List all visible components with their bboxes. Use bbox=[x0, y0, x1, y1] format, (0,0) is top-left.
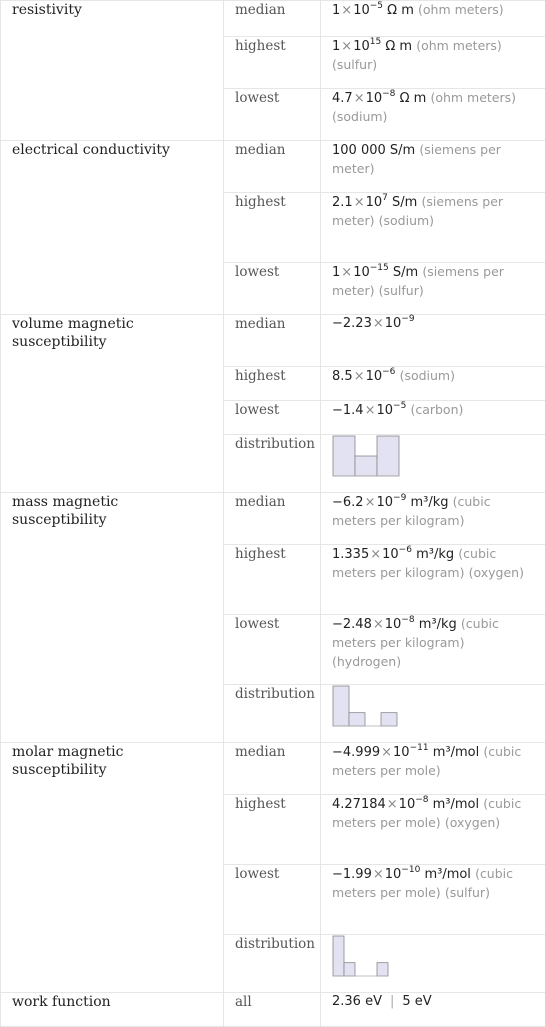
property-name: work function bbox=[1, 993, 224, 1027]
histogram-bar bbox=[381, 713, 397, 726]
property-name: mass magnetic susceptibility bbox=[1, 493, 224, 743]
times-sign: × bbox=[372, 617, 385, 632]
value-unit: S/m bbox=[390, 143, 415, 158]
times-sign: × bbox=[340, 265, 353, 280]
histogram-bar bbox=[344, 963, 355, 976]
table-row bbox=[1, 743, 545, 795]
value-exponent: −6 bbox=[399, 545, 412, 555]
stat-value: $8.5\times 10^{-6}$ (sodium) bbox=[321, 367, 545, 401]
histogram-bar bbox=[349, 713, 365, 726]
properties-table-body bbox=[1, 1, 545, 1027]
value-unit: S/m bbox=[392, 195, 417, 210]
value-mantissa: −2.23 bbox=[332, 316, 372, 331]
element-note: (sulfur) bbox=[379, 283, 424, 298]
stat-value: $1\times 10^{-5}$ Ω m (ohm meters) bbox=[321, 1, 545, 37]
unit-description: (ohm meters) bbox=[416, 38, 502, 53]
unit-description: (cubic meters per mole) bbox=[332, 744, 521, 778]
stat-label: median bbox=[224, 743, 321, 795]
stat-label: highest bbox=[224, 545, 321, 615]
value-unit: m³/mol bbox=[433, 745, 479, 760]
value-exponent: −5 bbox=[370, 1, 383, 11]
value-mantissa: 2.1 bbox=[332, 195, 353, 210]
stat-value: $-2.23\times 10^{-9}$ bbox=[321, 315, 545, 367]
stat-label: lowest bbox=[224, 401, 321, 435]
stat-label: lowest bbox=[224, 89, 321, 141]
times-sign: × bbox=[364, 403, 377, 418]
unit-description: (cubic meters per kilogram) bbox=[332, 494, 491, 528]
property-name: volume magnetic susceptibility bbox=[1, 315, 224, 493]
property-name: electrical conductivity bbox=[1, 141, 224, 315]
stat-value: $4.7\times 10^{-8}$ Ω m (ohm meters) (sodium) bbox=[321, 89, 545, 141]
stat-value: $-6.2\times 10^{-9}$ m³/kg (cubic meters per kilogram) bbox=[321, 493, 545, 545]
stat-label: lowest bbox=[224, 865, 321, 935]
stat-value: $-1.4\times 10^{-5}$ (carbon) bbox=[321, 401, 545, 435]
stat-value: $1.335\times 10^{-6}$ m³/kg (cubic meters per kilogram) (oxygen) bbox=[321, 545, 545, 615]
stat-label: distribution bbox=[224, 435, 321, 493]
value-mantissa: −1.99 bbox=[332, 867, 372, 882]
value-mantissa: 1.335 bbox=[332, 547, 369, 562]
stat-value bbox=[321, 141, 545, 193]
distribution-histogram bbox=[332, 435, 402, 477]
stat-label: distribution bbox=[224, 685, 321, 743]
value-mantissa: 8.5 bbox=[332, 369, 353, 384]
stat-label: highest bbox=[224, 367, 321, 401]
stat-value: $2.1\times 10^7$ S/m (siemens per meter) (sodium) bbox=[321, 193, 545, 263]
stat-label: median bbox=[224, 493, 321, 545]
stat-label: highest bbox=[224, 37, 321, 89]
unit-description: (cubic meters per kilogram) bbox=[332, 546, 496, 580]
value-mantissa: −2.48 bbox=[332, 617, 372, 632]
value-unit: Ω m bbox=[387, 3, 414, 18]
unit-description: (cubic meters per kilogram) bbox=[332, 616, 499, 650]
stat-label: highest bbox=[224, 795, 321, 865]
histogram-bar bbox=[333, 686, 349, 726]
stat-value: $1\times 10^{-15}$ S/m (siemens per meter) (sulfur) bbox=[321, 263, 545, 315]
value-mantissa: 1 bbox=[332, 39, 340, 54]
stat-value: $-1.99\times 10^{-10}$ m³/mol (cubic meters per mole) (sulfur) bbox=[321, 865, 545, 935]
stat-value: $-4.999\times 10^{-11}$ m³/mol (cubic meters per mole) bbox=[321, 743, 545, 795]
value-exponent: −8 bbox=[401, 615, 414, 625]
value-mantissa: −6.2 bbox=[332, 495, 364, 510]
value-unit: S/m bbox=[393, 265, 418, 280]
times-sign: × bbox=[353, 91, 366, 106]
stat-label: lowest bbox=[224, 615, 321, 685]
value-item: 2.36 eV bbox=[332, 994, 382, 1009]
value-unit: Ω m bbox=[400, 91, 427, 106]
table-row bbox=[1, 315, 545, 367]
value-exponent: −15 bbox=[370, 263, 389, 273]
unit-description: (ohm meters) bbox=[430, 90, 516, 105]
stat-label: median bbox=[224, 141, 321, 193]
element-note: (sodium) bbox=[400, 368, 455, 383]
unit-description: (siemens per meter) bbox=[332, 264, 504, 298]
property-name: molar magnetic susceptibility bbox=[1, 743, 224, 993]
table-row bbox=[1, 493, 545, 545]
times-sign: × bbox=[340, 3, 353, 18]
value-unit: m³/mol bbox=[424, 867, 470, 882]
stat-value: $4.27184\times 10^{-8}$ m³/mol (cubic meters per mole) (oxygen) bbox=[321, 795, 545, 865]
times-sign: × bbox=[364, 495, 377, 510]
times-sign: × bbox=[372, 867, 385, 882]
value-exponent: 15 bbox=[370, 37, 381, 47]
value-unit: m³/mol bbox=[433, 797, 479, 812]
element-note: (hydrogen) bbox=[332, 654, 401, 669]
stat-value: $1\times 10^{15}$ Ω m (ohm meters) (sulfur) bbox=[321, 37, 545, 89]
value-unit: m³/kg bbox=[416, 547, 454, 562]
histogram-bar bbox=[333, 436, 355, 476]
unit-description: (siemens per meter) bbox=[332, 142, 501, 176]
element-note: (sulfur) bbox=[332, 57, 377, 72]
stat-label: distribution bbox=[224, 935, 321, 993]
times-sign: × bbox=[340, 39, 353, 54]
stat-value bbox=[321, 685, 545, 743]
value-mantissa: −1.4 bbox=[332, 403, 364, 418]
value-item: 5 eV bbox=[402, 994, 431, 1009]
stat-value bbox=[321, 435, 545, 493]
value-mantissa: 4.27184 bbox=[332, 797, 386, 812]
times-sign: × bbox=[353, 369, 366, 384]
element-note: (sulfur) bbox=[445, 885, 490, 900]
times-sign: × bbox=[386, 797, 399, 812]
value-unit: m³/kg bbox=[419, 617, 457, 632]
value-unit: Ω m bbox=[385, 39, 412, 54]
value-exponent: −5 bbox=[393, 401, 406, 411]
times-sign: × bbox=[380, 745, 393, 760]
property-name: resistivity bbox=[1, 1, 224, 141]
histogram-bar bbox=[355, 456, 377, 476]
value-number: 100 000 bbox=[332, 143, 386, 158]
times-sign: × bbox=[372, 316, 385, 331]
element-note: (sodium) bbox=[332, 109, 387, 124]
distribution-histogram bbox=[332, 685, 400, 727]
histogram-bar bbox=[377, 963, 388, 976]
element-note: (oxygen) bbox=[445, 815, 500, 830]
stat-value bbox=[321, 993, 545, 1027]
value-exponent: −8 bbox=[415, 795, 428, 805]
element-note: (carbon) bbox=[410, 402, 463, 417]
unit-description: (cubic meters per mole) bbox=[332, 796, 521, 830]
histogram-bar bbox=[333, 936, 344, 976]
times-sign: × bbox=[369, 547, 382, 562]
unit-description: (ohm meters) bbox=[418, 2, 504, 17]
table-row bbox=[1, 141, 545, 193]
stat-label: all bbox=[224, 993, 321, 1027]
stat-label: highest bbox=[224, 193, 321, 263]
value-mantissa: 4.7 bbox=[332, 91, 353, 106]
separator: | bbox=[382, 994, 402, 1009]
value-exponent: −8 bbox=[382, 89, 395, 99]
value-exponent: −10 bbox=[401, 865, 420, 875]
value-mantissa: 1 bbox=[332, 3, 340, 18]
stat-label: median bbox=[224, 1, 321, 37]
stat-value: $-2.48\times 10^{-8}$ m³/kg (cubic meters per kilogram) (hydrogen) bbox=[321, 615, 545, 685]
element-note: (sodium) bbox=[379, 213, 434, 228]
value-unit: m³/kg bbox=[410, 495, 448, 510]
table-row bbox=[1, 993, 545, 1027]
histogram-bar bbox=[377, 436, 399, 476]
times-sign: × bbox=[353, 195, 366, 210]
unit-description: (cubic meters per mole) bbox=[332, 866, 513, 900]
stat-label: median bbox=[224, 315, 321, 367]
value-mantissa: 1 bbox=[332, 265, 340, 280]
element-note: (oxygen) bbox=[469, 565, 524, 580]
value-exponent: −9 bbox=[393, 493, 406, 503]
stat-value bbox=[321, 935, 545, 993]
unit-description: (siemens per meter) bbox=[332, 194, 503, 228]
value-exponent: 7 bbox=[382, 193, 388, 203]
stat-label: lowest bbox=[224, 263, 321, 315]
value-mantissa: −4.999 bbox=[332, 745, 380, 760]
value-exponent: −6 bbox=[382, 367, 395, 377]
distribution-histogram bbox=[332, 935, 391, 977]
value-exponent: −9 bbox=[401, 314, 414, 324]
value-exponent: −11 bbox=[410, 743, 429, 753]
table-row bbox=[1, 1, 545, 37]
